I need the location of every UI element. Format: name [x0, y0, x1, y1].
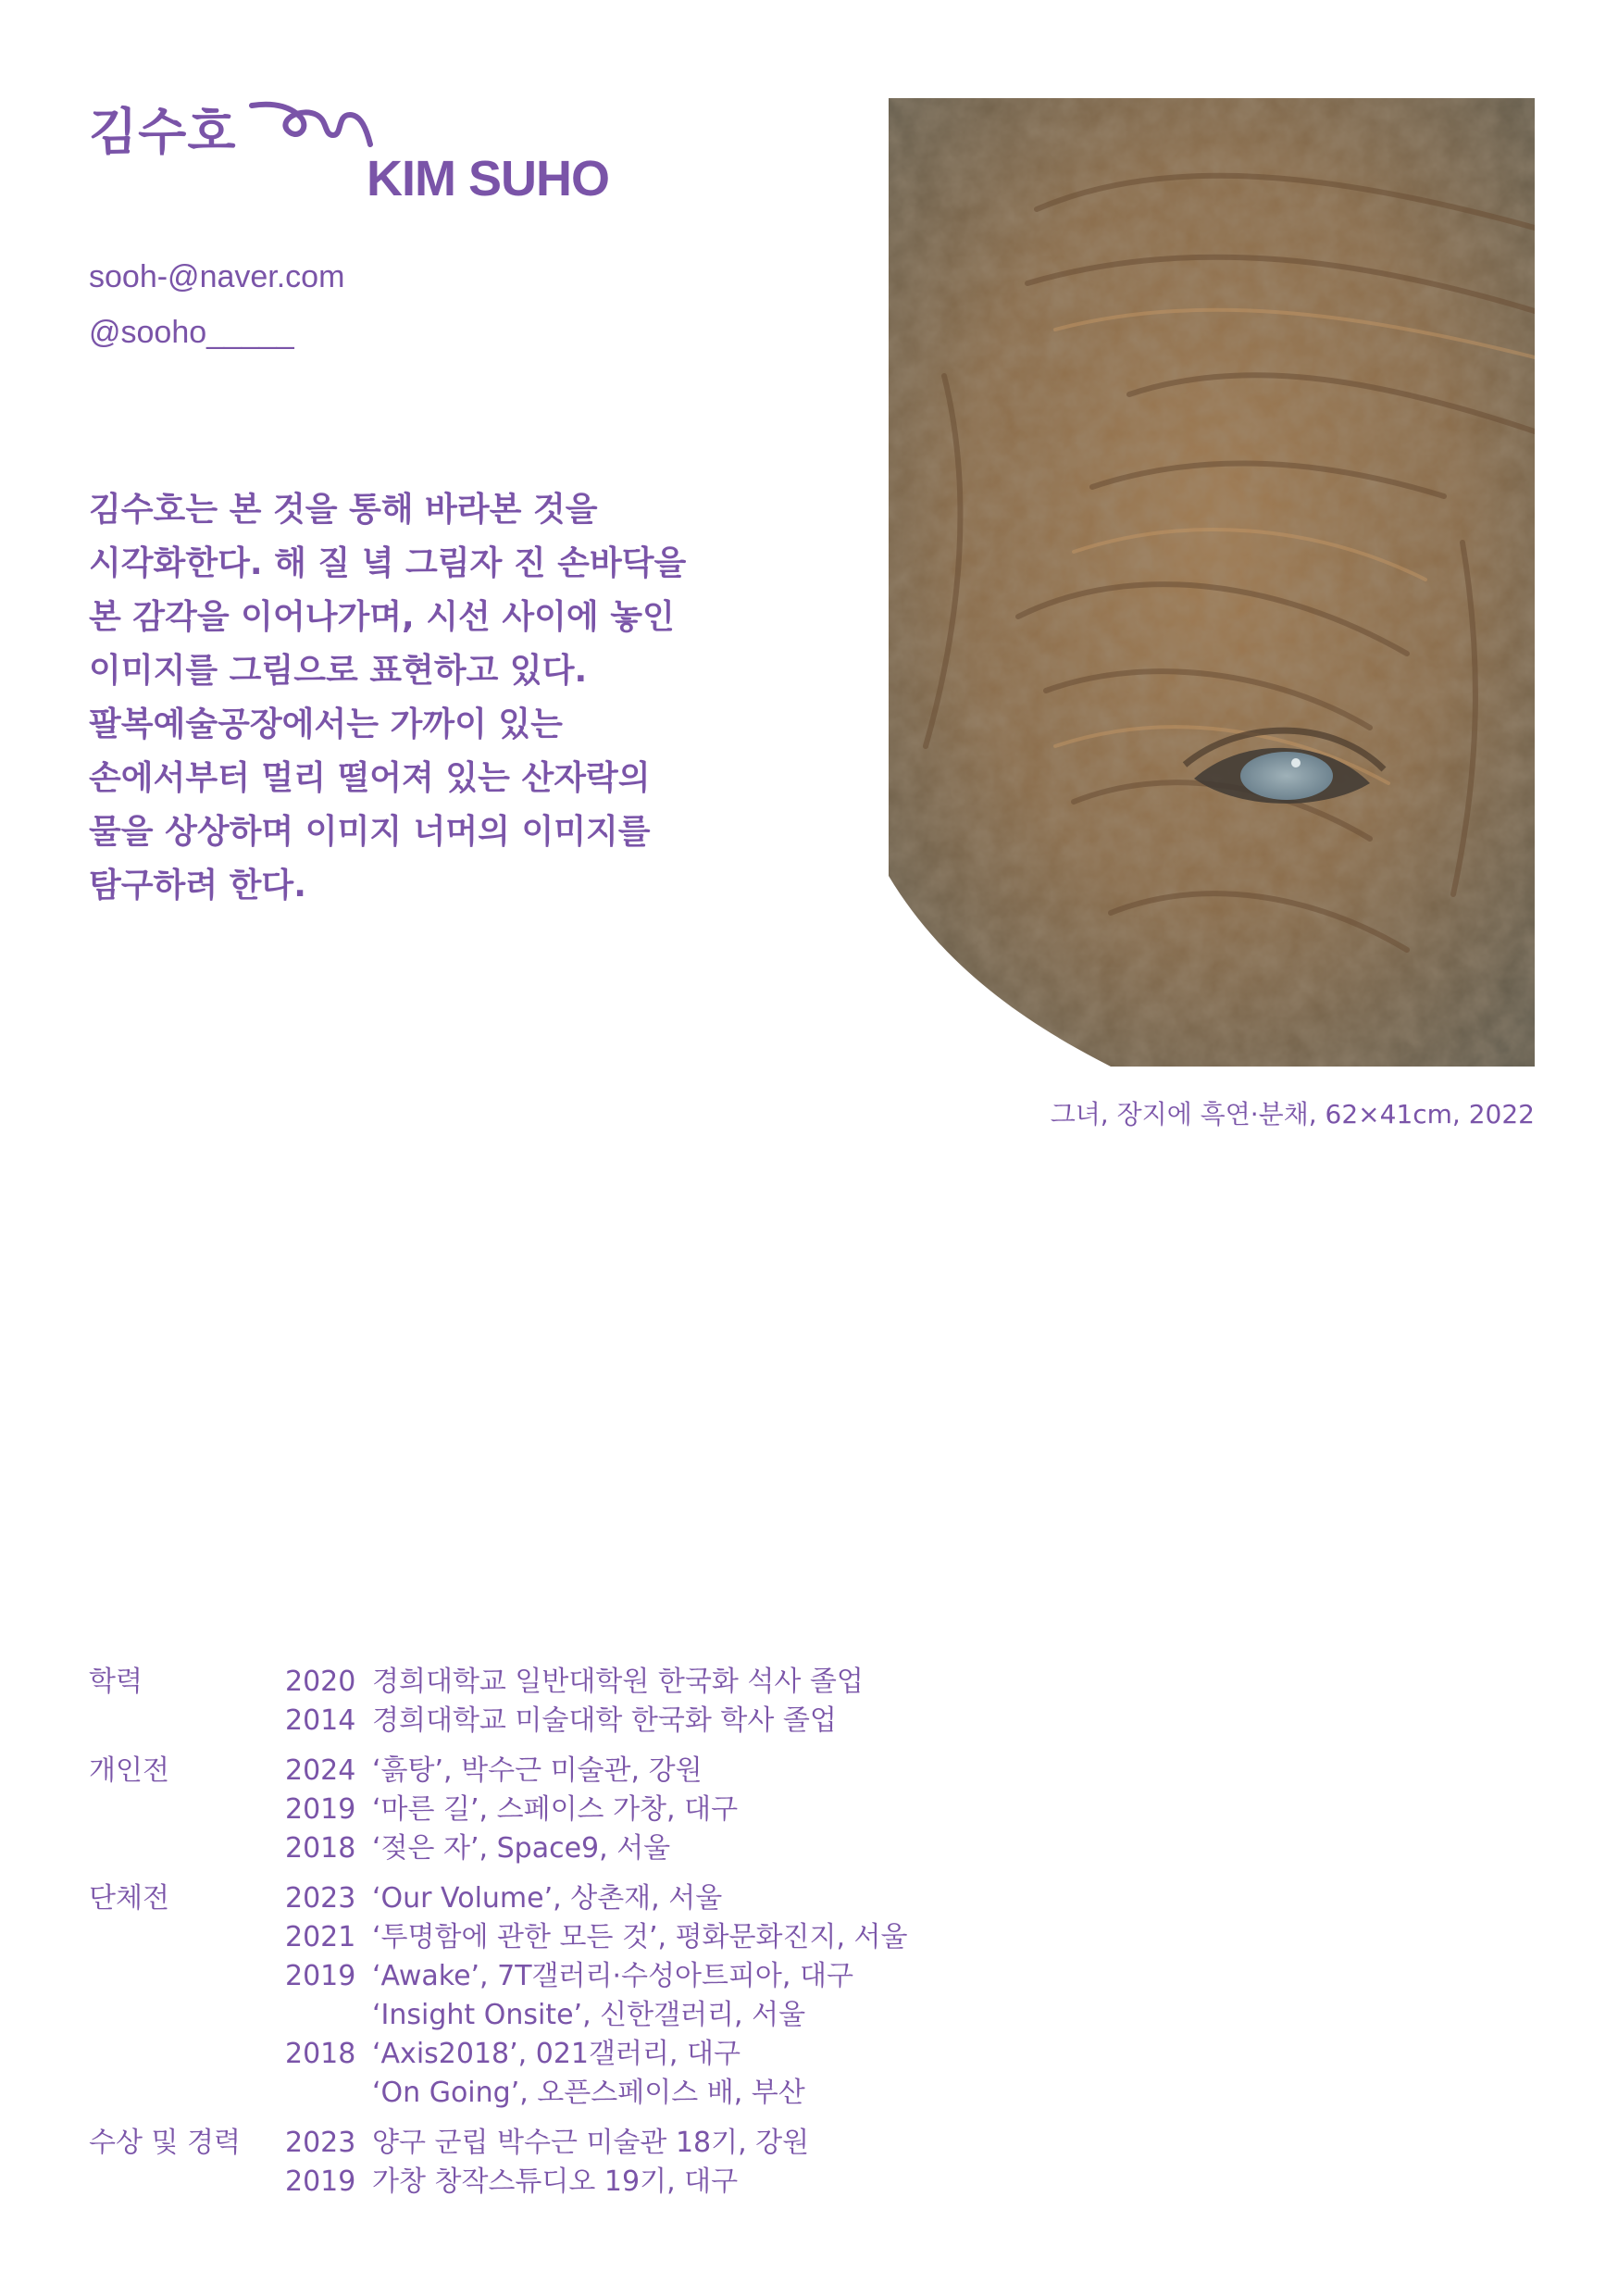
artwork-image [889, 98, 1535, 1067]
cv-text: 경희대학교 미술대학 한국화 학사 졸업 [372, 1704, 837, 1737]
cv-year: 2023 [285, 2127, 356, 2159]
cv-group-exhibitions [89, 1879, 1014, 2113]
cv-text: ‘On Going’, 오픈스페이스 배, 부산 [372, 2077, 805, 2109]
cv-year: 2018 [285, 2038, 356, 2070]
cv-text: ‘투명함에 관한 모든 것’, 평화문화진지, 서울 [372, 1921, 908, 1953]
cv-text: ‘Awake’, 7T갤러리·수성아트피아, 대구 [372, 1960, 853, 1992]
cv-year: 2023 [285, 1882, 356, 1915]
cv-entry [285, 1918, 1014, 1957]
cv-text: ‘마른 길’, 스페이스 가창, 대구 [372, 1793, 739, 1826]
statement-line: 팔복예술공장에서는 가까이 있는 [89, 705, 563, 743]
cv-awards-residencies [89, 2124, 1014, 2202]
cv-entry [285, 1829, 1014, 1868]
cv-text: 양구 군립 박수근 미술관 18기, 강원 [372, 2127, 810, 2159]
artist-statement [89, 483, 718, 913]
cv-text: ‘젖은 자’, Space9, 서울 [372, 1832, 671, 1865]
cv-text: ‘Axis2018’, 021갤러리, 대구 [372, 2038, 741, 2070]
cv-text: 경희대학교 일반대학원 한국화 석사 졸업 [372, 1666, 864, 1698]
cv-entry [285, 2074, 1014, 2113]
statement-line: 물을 상상하며 이미지 너머의 이미지를 [89, 813, 651, 851]
statement-line: 본 감각을 이어나가며, 시선 사이에 놓인 [89, 598, 675, 636]
statement-line: 김수호는 본 것을 통해 바라본 것을 [89, 491, 598, 529]
cv-heading: 수상 및 경력 [89, 2127, 241, 2159]
cv-year [285, 2074, 372, 2113]
cv-heading: 단체전 [89, 1882, 169, 1915]
cv-heading: 개인전 [89, 1754, 169, 1787]
cv-entry [285, 2124, 1014, 2163]
cv-section [89, 1663, 1014, 2213]
cv-education [89, 1663, 1014, 1741]
statement-line: 손에서부터 멀리 떨어져 있는 산자락의 [89, 759, 651, 797]
cv-entry [285, 2035, 1014, 2074]
cv-entry [285, 2163, 1014, 2202]
cv-solo-exhibitions [89, 1752, 1014, 1868]
cv-year: 2018 [285, 1832, 356, 1865]
cv-entry [285, 1879, 1014, 1918]
artwork-caption: 그녀, 장지에 흑연·분채, 62×41cm, 2022 [1050, 1099, 1535, 1129]
statement-line: 시각화한다. 해 질 녘 그림자 진 손바닥을 [89, 544, 687, 582]
cv-entry [285, 1702, 1014, 1741]
cv-year: 2014 [285, 1704, 356, 1737]
flourish-decoration [248, 96, 378, 152]
cv-text: 가창 창작스튜디오 19기, 대구 [372, 2165, 739, 2198]
cv-year: 2024 [285, 1754, 356, 1787]
artist-name-korean: 김수호 [89, 103, 237, 161]
cv-year: 2019 [285, 1960, 356, 1992]
cv-entry [285, 1996, 1014, 2035]
cv-year [285, 1996, 372, 2035]
cv-entry [285, 1957, 1014, 1996]
cv-year: 2019 [285, 1793, 356, 1826]
cv-text: ‘Insight Onsite’, 신한갤러리, 서울 [372, 1999, 806, 2031]
cv-year: 2019 [285, 2165, 356, 2198]
instagram-handle: @sooho_____ [89, 315, 294, 350]
statement-line: 탐구하려 한다. [89, 867, 306, 905]
artist-name-english: KIM SUHO [367, 151, 609, 206]
cv-entry [285, 1791, 1014, 1829]
statement-line: 이미지를 그림으로 표현하고 있다. [89, 652, 588, 690]
cv-year: 2020 [285, 1666, 356, 1698]
cv-entry [285, 1752, 1014, 1791]
email-address: sooh-@naver.com [89, 259, 345, 294]
cv-entry [285, 1663, 1014, 1702]
cv-text: ‘Our Volume’, 상촌재, 서울 [372, 1882, 723, 1915]
cv-heading: 학력 [89, 1666, 143, 1698]
cv-year: 2021 [285, 1921, 356, 1953]
cv-text: ‘흙탕’, 박수근 미술관, 강원 [372, 1754, 703, 1787]
